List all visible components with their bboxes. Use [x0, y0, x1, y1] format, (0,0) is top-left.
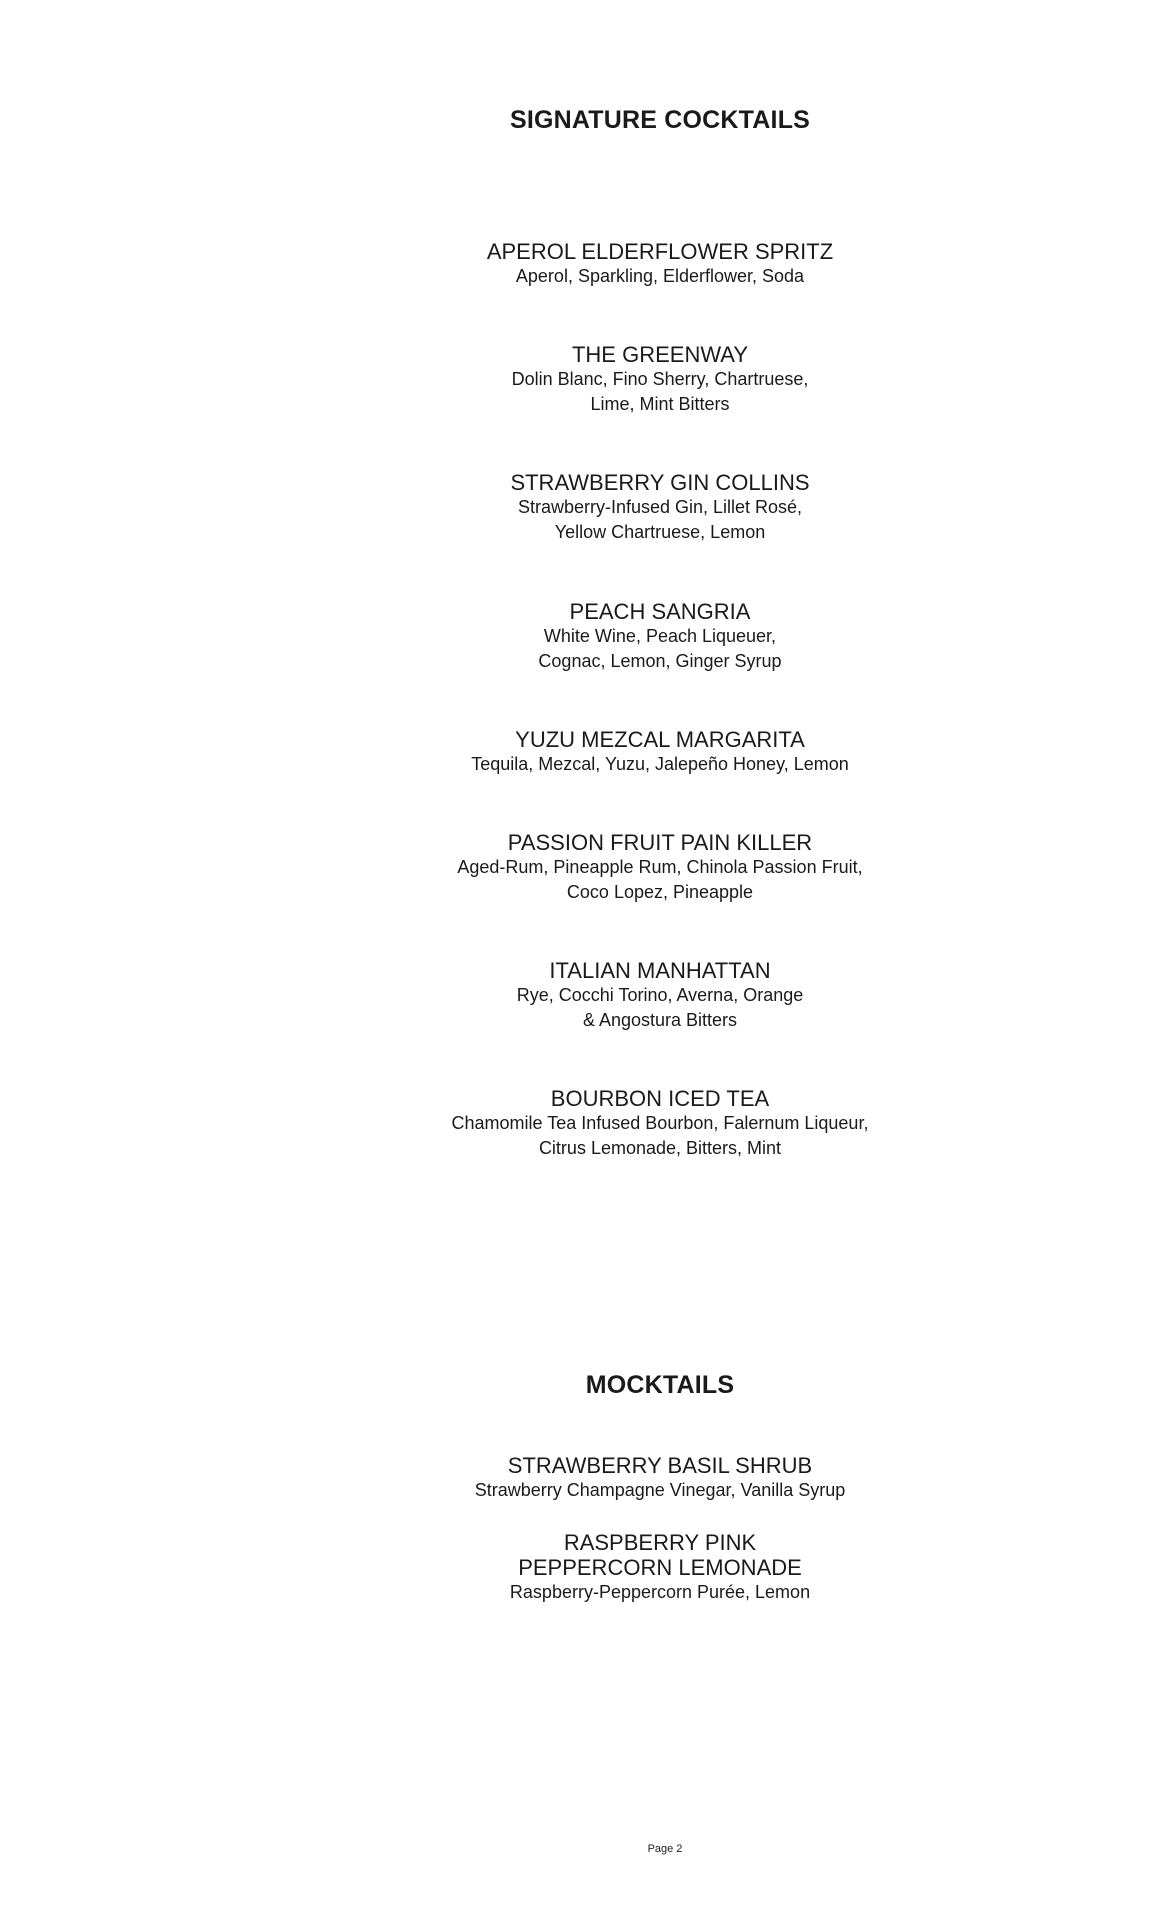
drink-name: STRAWBERRY BASIL SHRUB	[507, 1453, 813, 1478]
drink-ingredients: Tequila, Mezcal, Yuzu, Jalepeño Honey, Lemon	[471, 754, 849, 774]
drink-ingredients: Rye, Cocchi Torino, Averna, Orange & Angostura Bitters	[516, 985, 804, 1030]
drink-item	[380, 958, 940, 1033]
drink-ingredients: Aperol, Sparkling, Elderflower, Soda	[515, 266, 805, 286]
drink-name: ITALIAN MANHATTAN	[549, 958, 771, 983]
drink-name: APEROL ELDERFLOWER SPRITZ	[486, 239, 834, 264]
mocktails-title: MOCKTAILS	[585, 1371, 735, 1399]
drink-name: BOURBON ICED TEA	[550, 1086, 770, 1111]
page-number: Page 2	[647, 1843, 683, 1855]
drink-name: STRAWBERRY GIN COLLINS	[510, 470, 810, 495]
drink-name: RASPBERRY PINK PEPPERCORN LEMONADE	[518, 1530, 802, 1580]
drink-ingredients: Strawberry-Infused Gin, Lillet Rosé, Yellow Chartruese, Lemon	[517, 497, 803, 542]
mocktail-item	[380, 1453, 940, 1503]
drink-ingredients: Aged-Rum, Pineapple Rum, Chinola Passion Fruit, Coco Lopez, Pineapple	[457, 857, 863, 902]
drink-ingredients: Chamomile Tea Infused Bourbon, Falernum Liqueur, Citrus Lemonade, Bitters, Mint	[451, 1113, 869, 1158]
drink-name: THE GREENWAY	[571, 342, 748, 367]
drink-ingredients: Strawberry Champagne Vinegar, Vanilla Syrup	[474, 1480, 846, 1500]
drink-ingredients: White Wine, Peach Liqueuer, Cognac, Lemon, Ginger Syrup	[538, 626, 782, 671]
drink-name: YUZU MEZCAL MARGARITA	[515, 727, 805, 752]
drink-name: PEACH SANGRIA	[569, 599, 751, 624]
drink-item	[380, 342, 940, 417]
drink-name: PASSION FRUIT PAIN KILLER	[507, 830, 813, 855]
drink-item	[380, 1086, 940, 1161]
drink-item	[380, 727, 940, 777]
drink-ingredients: Dolin Blanc, Fino Sherry, Chartruese, Lime, Mint Bitters	[511, 369, 809, 414]
drink-item	[380, 599, 940, 674]
drink-item	[380, 239, 940, 289]
drink-item	[380, 470, 940, 545]
mocktail-item	[380, 1530, 940, 1605]
drink-item	[380, 830, 940, 905]
drink-ingredients: Raspberry-Peppercorn Purée, Lemon	[509, 1582, 811, 1602]
signature-cocktails-title: SIGNATURE COCKTAILS	[509, 106, 811, 134]
